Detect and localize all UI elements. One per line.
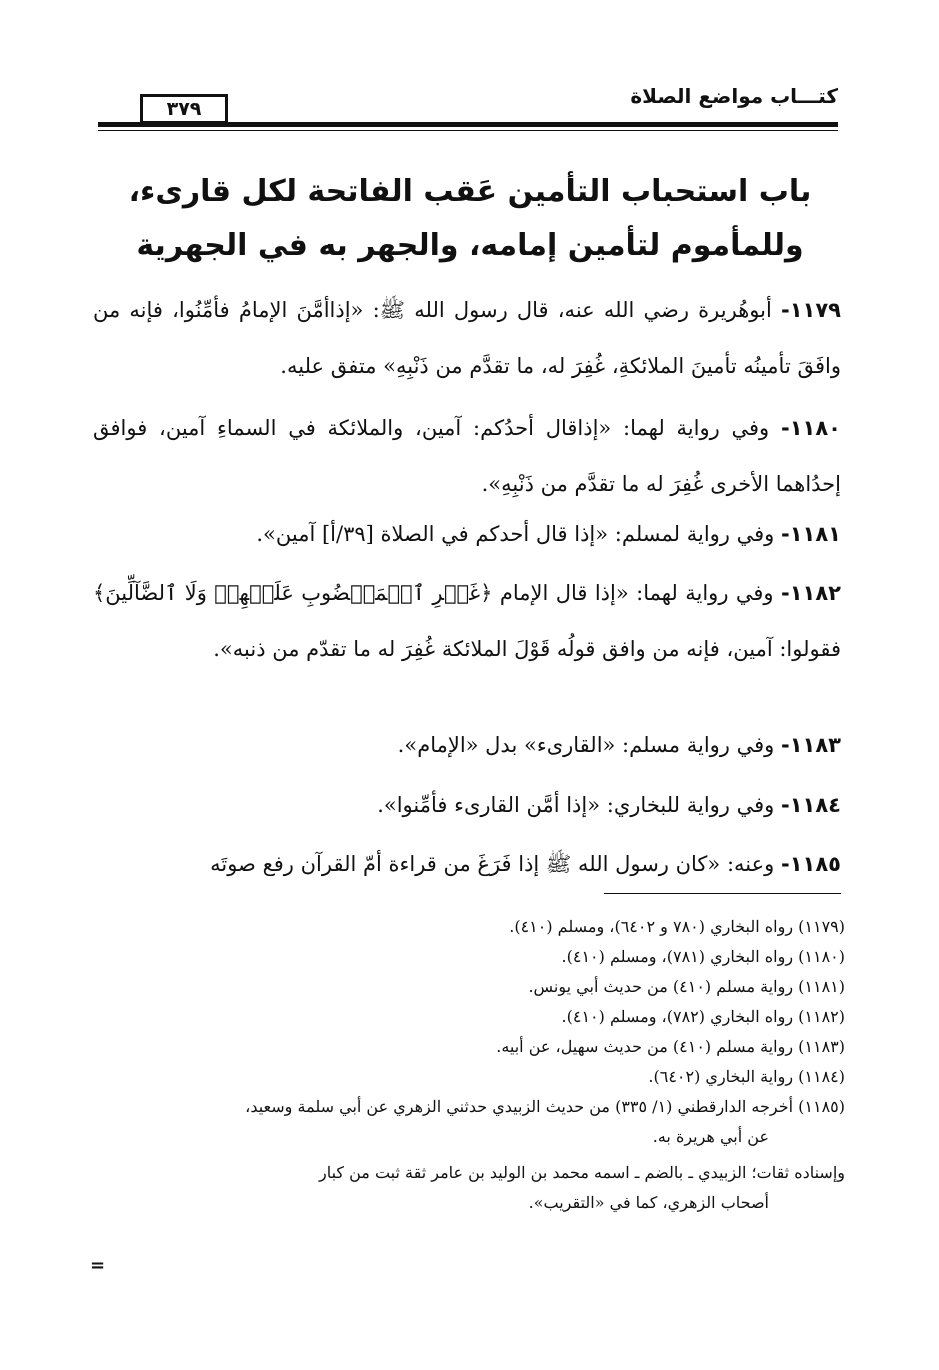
- page-header: [98, 72, 838, 132]
- header-rule-thin: [98, 130, 838, 131]
- footnote-1181: (١١٨١) رواية مسلم (٤١٠) من حديث أبي يونس.: [528, 977, 845, 996]
- hadith-number: ١١٨٥-: [781, 852, 841, 876]
- hadith-number: ١١٨٢-: [780, 581, 841, 605]
- running-title: كتـــاب مواضع الصلاة: [630, 84, 838, 108]
- footnote-1185-continued: عن أبي هريرة به.: [652, 1127, 769, 1146]
- footnote-1179: (١١٧٩) رواه البخاري (٧٨٠ و ٦٤٠٢)، ومسلم (٤١٠).: [509, 917, 845, 936]
- footnote-1182: (١١٨٢) رواه البخاري (٧٨٢)، ومسلم (٤١٠).: [561, 1007, 845, 1026]
- hadith-1179: [93, 282, 841, 394]
- page-number: ٣٧٩: [140, 94, 228, 124]
- hadith-number: ١١٨١-: [781, 522, 841, 546]
- hadith-1184: [93, 777, 841, 833]
- hadith-text: أبوهُريرة رضي الله عنه، قال رسول الله ﷺ: «إذاأمَّنَ الإمامُ فأمِّنُوا، فإنه من وافَقَ تأمينُه تأمينَ الملائكةِ، غُفِرَ له، ما تقدَّم من ذَنْبِهِ» متفق عليه.: [93, 298, 841, 378]
- hadith-text: وفي رواية لهما: «إذاقال أحدُكم: آمين، والملائكة في السماءِ آمين، فوافق إحدُاهما الأخرى غُفِرَ له ما تقدَّم من ذَنْبِهِ».: [93, 416, 841, 496]
- hadith-1185: [93, 836, 841, 892]
- chapter-title: [110, 165, 830, 273]
- footnote-1184: (١١٨٤) رواية البخاري (٦٤٠٢).: [648, 1067, 845, 1086]
- hadith-number: ١١٧٩-: [781, 298, 841, 322]
- hadith-number: ١١٨٣-: [781, 733, 841, 757]
- hadith-text: وعنه: «كان رسول الله ﷺ إذا فَرَغَ من قراءة أمّ القرآن رفع صوتَه: [210, 852, 775, 876]
- hadith-1181: [93, 506, 841, 562]
- footnote-isnad-note-continued: أصحاب الزهري، كما في «التقريب».: [528, 1193, 769, 1212]
- footnotes: [93, 912, 845, 1218]
- hadith-number: ١١٨٤-: [781, 793, 841, 817]
- hadith-text: وفي رواية مسلم: «القارىء» بدل «الإمام».: [397, 733, 775, 757]
- hadith-1183: [93, 717, 841, 773]
- footnote-1183: (١١٨٣) رواية مسلم (٤١٠) من حديث سهيل، عن أبيه.: [496, 1037, 845, 1056]
- footnote-1180: (١١٨٠) رواه البخاري (٧٨١)، ومسلم (٤١٠).: [561, 947, 845, 966]
- hadith-1182: [93, 565, 841, 677]
- chapter-title-line-2: وللمأموم لتأمين إمامه، والجهر به في الجهرية: [136, 228, 804, 263]
- hadith-number: ١١٨٠-: [781, 416, 841, 440]
- header-rule-thick: [98, 122, 838, 127]
- hadith-text: وفي رواية لهما: «إذا قال الإمام ﴿غَيۡرِ ٱلۡمَغۡضُوبِ عَلَيۡهِمۡ وَلَا ٱلضَّآلِّينَ﴾ فقولوا: آمين، فإنه من وافق قولُه قَوْلَ الملائكة غُفِرَ له ما تقدّم من ذنبه».: [93, 581, 841, 661]
- footnote-isnad-note: وإسناده ثقات؛ الزبيدي ـ بالضم ـ اسمه محمد بن الوليد بن عامر ثقة ثبت من كبار: [318, 1163, 845, 1182]
- chapter-title-line-1: باب استحباب التأمين عَقب الفاتحة لكل قارىء،: [128, 174, 812, 209]
- hadith-text: وفي رواية للبخاري: «إذا أمَّن القارىء فأمِّنوا».: [377, 793, 775, 817]
- hadith-text: وفي رواية لمسلم: «إذا قال أحدكم في الصلاة [٣٩/أ] آمين».: [256, 522, 775, 546]
- footnote-separator: [604, 893, 841, 894]
- continuation-mark: =: [90, 1255, 106, 1276]
- footnote-1185: (١١٨٥) أخرجه الدارقطني (١/ ٣٣٥) من حديث الزبيدي حدثني الزهري عن أبي سلمة وسعيد،: [245, 1097, 845, 1116]
- hadith-1180: [93, 400, 841, 512]
